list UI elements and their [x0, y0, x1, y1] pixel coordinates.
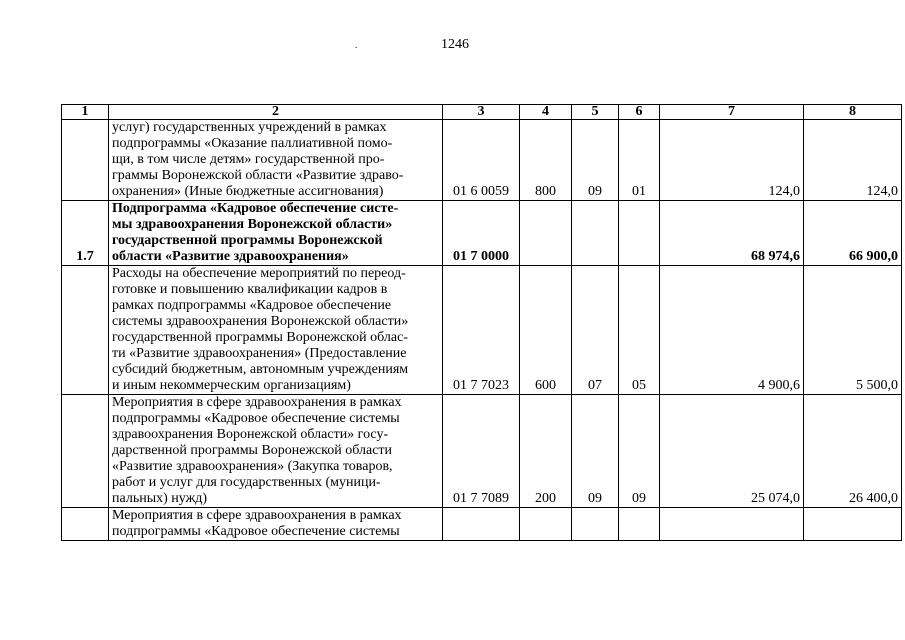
target-article-code: 01 7 7089: [443, 395, 520, 508]
description-line: подпрограммы «Кадровое обеспечение системы: [112, 411, 400, 426]
expense-type-code: [520, 508, 572, 541]
table-header-row: [62, 105, 902, 120]
table-row: [62, 508, 902, 541]
section-code: 07: [572, 266, 619, 395]
subsection-code: 01: [619, 120, 660, 201]
expense-type-code: 600: [520, 266, 572, 395]
description-line: щи, в том числе детям» государственной про-: [112, 152, 385, 167]
row-index: [62, 120, 109, 201]
target-article-code: [443, 508, 520, 541]
description-line: услуг) государственных учреждений в рамках: [112, 120, 387, 135]
description-line: Мероприятия в сфере здравоохранения в рамках: [112, 508, 402, 523]
description-line: подпрограммы «Оказание паллиативной помо-: [112, 136, 393, 151]
target-article-code: 01 7 7023: [443, 266, 520, 395]
description-line: Подпрограмма «Кадровое обеспечение систе-: [112, 201, 399, 216]
description-line: системы здравоохранения Воронежской области»: [112, 314, 409, 329]
description-line: «Развитие здравоохранения» (Закупка товаров,: [112, 459, 393, 474]
description-line: Мероприятия в сфере здравоохранения в рамках: [112, 395, 402, 410]
expense-type-code: [520, 201, 572, 266]
row-index: [62, 395, 109, 508]
description-line: подпрограммы «Кадровое обеспечение системы: [112, 524, 400, 539]
expense-type-code: 800: [520, 120, 572, 201]
amount-col7: 68 974,6: [660, 201, 804, 266]
table-row: [62, 120, 902, 201]
header-cell: 5: [572, 105, 619, 120]
subsection-code: 09: [619, 395, 660, 508]
amount-col8: 66 900,0: [804, 201, 902, 266]
header-cell: 7: [660, 105, 804, 120]
amount-col7: 124,0: [660, 120, 804, 201]
header-cell: 3: [443, 105, 520, 120]
subsection-code: 05: [619, 266, 660, 395]
row-description: [109, 395, 443, 508]
row-description: [109, 201, 443, 266]
page-number: 1246: [441, 37, 469, 52]
row-description: [109, 266, 443, 395]
subsection-code: [619, 508, 660, 541]
description-line: охранения» (Иные бюджетные ассигнования): [112, 184, 384, 199]
description-line: готовке и повышению квалификации кадров в: [112, 282, 388, 297]
row-description: [109, 508, 443, 541]
description-line: ти «Развитие здравоохранения» (Предоставление: [112, 346, 407, 361]
description-line: здравоохранения Воронежской области» госу-: [112, 427, 389, 442]
header-cell: 6: [619, 105, 660, 120]
description-line: Расходы на обеспечение мероприятий по переод-: [112, 266, 406, 281]
row-index: [62, 508, 109, 541]
amount-col7: [660, 508, 804, 541]
budget-table: [61, 104, 902, 541]
header-cell: 4: [520, 105, 572, 120]
subsection-code: [619, 201, 660, 266]
amount-col8: 124,0: [804, 120, 902, 201]
header-cell: 2: [109, 105, 443, 120]
section-code: [572, 201, 619, 266]
header-cell: 8: [804, 105, 902, 120]
description-line: области «Развитие здравоохранения»: [112, 249, 349, 264]
target-article-code: 01 6 0059: [443, 120, 520, 201]
description-line: работ и услуг для государственных (муници-: [112, 475, 381, 490]
row-index: 1.7: [62, 201, 109, 266]
description-line: рамках подпрограммы «Кадровое обеспечение: [112, 298, 392, 313]
description-line: дарственной программы Воронежской области: [112, 443, 393, 458]
description-line: государственной программы Воронежской: [112, 233, 383, 248]
table-row: [62, 266, 902, 395]
section-code: [572, 508, 619, 541]
table-row-subprogram: [62, 201, 902, 266]
description-line: и иным некоммерческим организациям): [112, 378, 351, 393]
description-line: субсидий бюджетным, автономным учреждениям: [112, 362, 409, 377]
section-code: 09: [572, 120, 619, 201]
description-line: мы здравоохранения Воронежской области»: [112, 217, 393, 232]
amount-col8: 26 400,0: [804, 395, 902, 508]
section-code: 09: [572, 395, 619, 508]
description-line: граммы Воронежской области «Развитие здраво-: [112, 168, 404, 183]
expense-type-code: 200: [520, 395, 572, 508]
amount-col7: 4 900,6: [660, 266, 804, 395]
row-description: [109, 120, 443, 201]
amount-col8: 5 500,0: [804, 266, 902, 395]
header-cell: 1: [62, 105, 109, 120]
table-row: [62, 395, 902, 508]
amount-col8: [804, 508, 902, 541]
scan-dot: .: [355, 40, 358, 50]
amount-col7: 25 074,0: [660, 395, 804, 508]
target-article-code: 01 7 0000: [443, 201, 520, 266]
description-line: пальных) нужд): [112, 491, 208, 506]
row-index: [62, 266, 109, 395]
description-line: государственной программы Воронежской облас-: [112, 330, 408, 345]
